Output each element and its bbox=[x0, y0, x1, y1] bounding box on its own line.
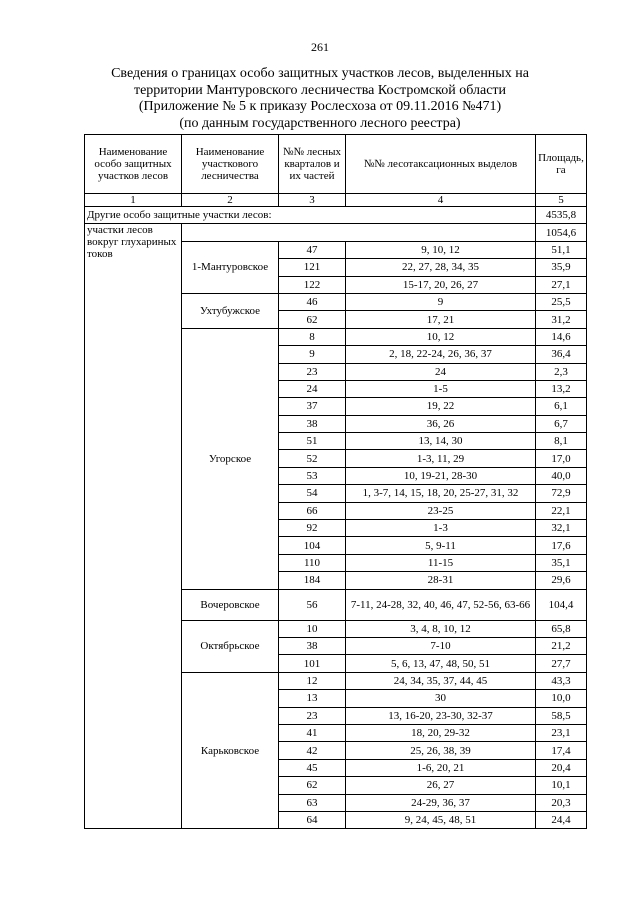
forestry-name: Ухтубужское bbox=[182, 293, 279, 328]
quarter-cell: 37 bbox=[279, 398, 346, 415]
plots-cell: 10, 12 bbox=[346, 328, 536, 345]
plots-cell: 24-29, 36, 37 bbox=[346, 794, 536, 811]
area-cell: 29,6 bbox=[536, 572, 587, 589]
quarter-cell: 8 bbox=[279, 328, 346, 345]
quarter-cell: 47 bbox=[279, 241, 346, 258]
plots-cell: 5, 6, 13, 47, 48, 50, 51 bbox=[346, 655, 536, 672]
page-number: 261 bbox=[311, 40, 329, 54]
category-row bbox=[85, 224, 587, 241]
plots-cell: 3, 4, 8, 10, 12 bbox=[346, 620, 536, 637]
header-row bbox=[85, 135, 587, 194]
area-cell: 17,4 bbox=[536, 742, 587, 759]
plots-cell: 22, 27, 28, 34, 35 bbox=[346, 259, 536, 276]
area-cell: 13,2 bbox=[536, 380, 587, 397]
plots-cell: 13, 14, 30 bbox=[346, 433, 536, 450]
quarter-cell: 121 bbox=[279, 259, 346, 276]
area-cell: 22,1 bbox=[536, 502, 587, 519]
quarter-cell: 13 bbox=[279, 690, 346, 707]
plots-cell: 18, 20, 29-32 bbox=[346, 724, 536, 741]
title-line: (по данным государственного лесного реестра) bbox=[179, 115, 461, 131]
quarter-cell: 184 bbox=[279, 572, 346, 589]
area-cell: 17,6 bbox=[536, 537, 587, 554]
category-area: 1054,6 bbox=[536, 224, 587, 241]
area-cell: 31,2 bbox=[536, 311, 587, 328]
area-cell: 65,8 bbox=[536, 620, 587, 637]
plots-cell: 24, 34, 35, 37, 44, 45 bbox=[346, 672, 536, 689]
area-cell: 25,5 bbox=[536, 293, 587, 310]
document-title bbox=[60, 66, 580, 132]
area-cell: 23,1 bbox=[536, 724, 587, 741]
quarter-cell: 92 bbox=[279, 520, 346, 537]
column-number: 1 bbox=[85, 194, 182, 207]
quarter-cell: 66 bbox=[279, 502, 346, 519]
plots-cell: 15-17, 20, 26, 27 bbox=[346, 276, 536, 293]
forestry-name: Карьковское bbox=[182, 672, 279, 829]
area-cell: 20,4 bbox=[536, 759, 587, 776]
quarter-cell: 12 bbox=[279, 672, 346, 689]
header-cell: Наименование участкового лесничества bbox=[182, 135, 279, 194]
plots-cell: 1-3 bbox=[346, 520, 536, 537]
quarter-cell: 64 bbox=[279, 811, 346, 828]
area-cell: 35,9 bbox=[536, 259, 587, 276]
column-number: 2 bbox=[182, 194, 279, 207]
column-number: 3 bbox=[279, 194, 346, 207]
quarter-cell: 51 bbox=[279, 433, 346, 450]
area-cell: 27,7 bbox=[536, 655, 587, 672]
area-cell: 8,1 bbox=[536, 433, 587, 450]
area-cell: 6,7 bbox=[536, 415, 587, 432]
plots-cell: 9 bbox=[346, 293, 536, 310]
forestry-name: Октябрьское bbox=[182, 620, 279, 672]
total-label: Другие особо защитные участки лесов: bbox=[85, 207, 536, 224]
area-cell: 36,4 bbox=[536, 346, 587, 363]
quarter-cell: 63 bbox=[279, 794, 346, 811]
quarter-cell: 54 bbox=[279, 485, 346, 502]
quarter-cell: 56 bbox=[279, 589, 346, 620]
forestry-name: Угорское bbox=[182, 328, 279, 589]
plots-cell: 7-10 bbox=[346, 637, 536, 654]
area-cell: 32,1 bbox=[536, 520, 587, 537]
area-cell: 24,4 bbox=[536, 811, 587, 828]
title-line: (Приложение № 5 к приказу Рослесхоза от 09.11.2016 №471) bbox=[138, 99, 502, 114]
header-cell: Наименование особо защитных участков лесов bbox=[85, 135, 182, 194]
area-cell: 20,3 bbox=[536, 794, 587, 811]
forestry-name: 1-Мантуровское bbox=[182, 241, 279, 293]
quarter-cell: 10 bbox=[279, 620, 346, 637]
plots-cell: 23-25 bbox=[346, 502, 536, 519]
plots-cell: 9, 24, 45, 48, 51 bbox=[346, 811, 536, 828]
area-cell: 14,6 bbox=[536, 328, 587, 345]
quarter-cell: 53 bbox=[279, 467, 346, 484]
area-cell: 2,3 bbox=[536, 363, 587, 380]
plots-cell: 7-11, 24-28, 32, 40, 46, 47, 52-56, 63-66 bbox=[346, 589, 536, 620]
title-line: Сведения о границах особо защитных участков лесов, выделенных на bbox=[111, 66, 529, 81]
area-cell: 21,2 bbox=[536, 637, 587, 654]
quarter-cell: 46 bbox=[279, 293, 346, 310]
header-cell: №№ лесотаксационных выделов bbox=[346, 135, 536, 194]
column-number: 5 bbox=[536, 194, 587, 207]
plots-cell: 1, 3-7, 14, 15, 18, 20, 25-27, 31, 32 bbox=[346, 485, 536, 502]
plots-cell: 11-15 bbox=[346, 554, 536, 571]
plots-cell: 1-5 bbox=[346, 380, 536, 397]
total-row bbox=[85, 207, 587, 224]
quarter-cell: 23 bbox=[279, 707, 346, 724]
plots-cell: 1-6, 20, 21 bbox=[346, 759, 536, 776]
plots-cell: 9, 10, 12 bbox=[346, 241, 536, 258]
plots-cell: 28-31 bbox=[346, 572, 536, 589]
forest-areas-table bbox=[84, 134, 587, 829]
total-area: 4535,8 bbox=[536, 207, 587, 224]
plots-cell: 10, 19-21, 28-30 bbox=[346, 467, 536, 484]
area-cell: 10,0 bbox=[536, 690, 587, 707]
plots-cell: 2, 18, 22-24, 26, 36, 37 bbox=[346, 346, 536, 363]
plots-cell: 24 bbox=[346, 363, 536, 380]
plots-cell: 13, 16-20, 23-30, 32-37 bbox=[346, 707, 536, 724]
area-cell: 35,1 bbox=[536, 554, 587, 571]
plots-cell: 30 bbox=[346, 690, 536, 707]
quarter-cell: 52 bbox=[279, 450, 346, 467]
plots-cell: 5, 9-11 bbox=[346, 537, 536, 554]
quarter-cell: 23 bbox=[279, 363, 346, 380]
plots-cell: 25, 26, 38, 39 bbox=[346, 742, 536, 759]
category-blank-cell bbox=[182, 224, 536, 241]
quarter-cell: 42 bbox=[279, 742, 346, 759]
quarter-cell: 62 bbox=[279, 311, 346, 328]
plots-cell: 19, 22 bbox=[346, 398, 536, 415]
area-cell: 17,0 bbox=[536, 450, 587, 467]
area-cell: 43,3 bbox=[536, 672, 587, 689]
header-cell: №№ лесных кварталов и их частей bbox=[279, 135, 346, 194]
area-cell: 58,5 bbox=[536, 707, 587, 724]
area-cell: 10,1 bbox=[536, 777, 587, 794]
area-cell: 6,1 bbox=[536, 398, 587, 415]
area-cell: 51,1 bbox=[536, 241, 587, 258]
quarter-cell: 101 bbox=[279, 655, 346, 672]
category-label: участки лесов вокруг глухариных токов bbox=[85, 224, 182, 829]
quarter-cell: 9 bbox=[279, 346, 346, 363]
quarter-cell: 45 bbox=[279, 759, 346, 776]
area-cell: 72,9 bbox=[536, 485, 587, 502]
quarter-cell: 41 bbox=[279, 724, 346, 741]
title-line: территории Мантуровского лесничества Костромской области bbox=[133, 82, 507, 98]
quarter-cell: 110 bbox=[279, 554, 346, 571]
quarter-cell: 38 bbox=[279, 415, 346, 432]
area-cell: 104,4 bbox=[536, 589, 587, 620]
column-number-row bbox=[85, 194, 587, 207]
column-number: 4 bbox=[346, 194, 536, 207]
header-cell: Площадь, га bbox=[536, 135, 587, 194]
plots-cell: 36, 26 bbox=[346, 415, 536, 432]
plots-cell: 17, 21 bbox=[346, 311, 536, 328]
quarter-cell: 24 bbox=[279, 380, 346, 397]
area-cell: 40,0 bbox=[536, 467, 587, 484]
plots-cell: 1-3, 11, 29 bbox=[346, 450, 536, 467]
quarter-cell: 38 bbox=[279, 637, 346, 654]
plots-cell: 26, 27 bbox=[346, 777, 536, 794]
forestry-name: Вочеровское bbox=[182, 589, 279, 620]
area-cell: 27,1 bbox=[536, 276, 587, 293]
quarter-cell: 62 bbox=[279, 777, 346, 794]
quarter-cell: 122 bbox=[279, 276, 346, 293]
quarter-cell: 104 bbox=[279, 537, 346, 554]
